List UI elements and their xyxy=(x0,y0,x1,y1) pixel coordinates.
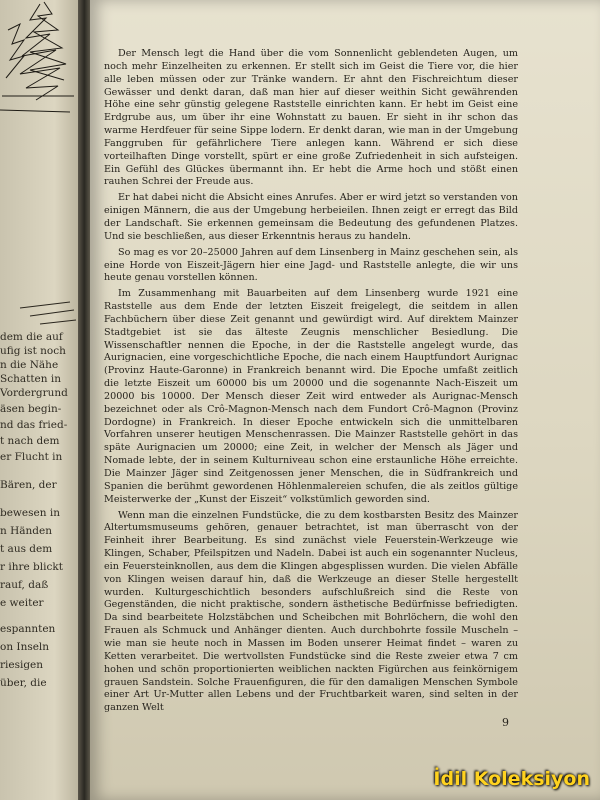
left-fragment: riesigen xyxy=(0,659,44,671)
left-fragment: n die Nähe xyxy=(0,359,59,371)
left-fragment: ufig ist noch xyxy=(0,345,66,357)
tree-sketch-illustration xyxy=(0,0,78,120)
right-page xyxy=(90,0,600,800)
left-fragment: nd das fried- xyxy=(0,419,68,431)
left-fragment: on Inseln xyxy=(0,641,50,653)
paragraph: Im Zusammenhang mit Bauarbeiten auf dem Linsenberg wurde 1921 eine Raststelle aus dem Ende der letzten Eiszeit freigelegt, die seitdem in allen Fachbüchern über diese Zeit genannt und gewürdigt wird. Auf direktem Mainzer Stadtgebiet ist sie das älteste Zeugnis menschlicher Besiedlung. Die Wissenschaftler nennen die Epoche, in der die Raststelle angelegt wurde, das Aurignacien, eine vorgeschichtliche Epoche, die nach einem Hauptfundort Aurignac (Provinz Haute-Garonne) in Frankreich benannt wird. Die Epoche umfaßt zeitlich die letzte Eiszeit um 60000 bis um 20000 und die sogenannte Nach-Eiszeit um 20000 bis 10000. Der Mensch dieser Zeit wird entweder als Aurignac-Mensch bezeichnet oder als Crô-Magnon-Mensch nach dem Fundort Crô-Magnon (Provinz Dordogne) in Frankreich. In dieser Epoche entwickeln sich die unmittelbaren Vorfahren unserer heutigen Menschenrassen. Die Mainzer Raststelle gehört in das späte Aurignacien um 20000; eine Zeit, in welcher der Mensch als Jäger und Nomade lebte, der in seinem Kulturniveau schon eine erstaunliche Höhe erreichte. Die Mainzer Jäger sind Zeitgenossen jener Menschen, die in Südfrankreich und Spanien die berühmt gewordenen Höhlenmalereien schufen, die als zeitlos gültige Meisterwerke der „Kunst der Eiszeit“ volkstümlich geworden sind. xyxy=(104,288,518,505)
left-fragment: er Flucht in xyxy=(0,451,63,463)
left-fragment: espannten xyxy=(0,623,56,635)
left-fragment: e weiter xyxy=(0,597,44,609)
paragraph: Er hat dabei nicht die Absicht eines Anrufes. Aber er wird jetzt so verstanden von einigen Männern, die aus der Umgebung herbeieilen. Ihnen zeigt er erregt das Bild der Landschaft. Sie erkennen gemeinsam die Bedeutung des gefundenen Platzes. Und sie beschließen, aus dieser Erkenntnis heraus zu handeln. xyxy=(104,192,518,242)
left-fragment: n Händen xyxy=(0,525,52,537)
left-fragment: bewesen in xyxy=(0,507,60,519)
page-number: 9 xyxy=(502,716,509,729)
paragraph: So mag es vor 20–25000 Jahren auf dem Linsenberg in Mainz geschehen sein, als eine Horde von Eiszeit-Jägern hier eine Jagd- und Raststelle anlegte, die wir uns heute genau vorstellen können. xyxy=(104,246,518,284)
left-fragment: dem die auf xyxy=(0,331,63,343)
paragraph: Der Mensch legt die Hand über die vom Sonnenlicht geblendeten Augen, um noch mehr Einzelheiten zu erkennen. Er stellt sich im Geist die Tiere vor, die hier alle leben müssen oder zur Tränke wandern. Er ahnt den Fischreichtum dieser Gewässer und denkt daran, daß man hier auf dieser weithin Sicht gewährenden Höhe eine sehr günstig gelegene Raststelle einrichten kann. Er hebt im Geist eine Erdgrube aus, um über ihr eine Wohnstatt zu bauen. Er sieht in ihr schon das warme Herdfeuer für seine Sippe lodern. Er denkt daran, wie man in der Umgebung Fanggruben für gefährlichere Tiere anlegen kann. Während er sich diese vorteilhaften Dinge vorstellt, spürt er eine große Zufriedenheit in sich aufsteigen. Ein Gefühl des Glückes übermannt ihn. Er hebt die Arme hoch und stößt einen rauhen Schrei der Freude aus. xyxy=(104,48,518,188)
body-text xyxy=(104,48,518,718)
left-fragment: r ihre blickt xyxy=(0,561,63,573)
left-page xyxy=(0,0,78,800)
left-fragment: Schatten in xyxy=(0,373,61,385)
left-fragment: t aus dem xyxy=(0,543,53,555)
left-fragment: rauf, daß xyxy=(0,579,49,591)
paragraph: Wenn man die einzelnen Fundstücke, die zu dem kostbarsten Besitz des Mainzer Altertumsmuseums gehören, genauer betrachtet, ist man überrascht von der Feinheit ihrer Bearbeitung. Es sind zunächst viele Feuerstein-Werkzeuge wie Klingen, Schaber, Pfeilspitzen und Nadeln. Dabei ist auch ein sogenannter Nucleus, ein Feuersteinknollen, aus dem die Klingen abgesplissen wurden. Die vielen Abfälle von Klingen weisen darauf hin, daß die Werkzeuge an dieser Stelle hergestellt wurden. Kulturgeschichtlich besonders aufschlußreich sind die Reste von Gegenständen, die nicht praktische, sondern ästhetische Bedürfnisse befriedigten. Da sind bearbeitete Holzstäbchen und Scheibchen mit Bohrlöchern, die wohl den Frauen als Schmuck und Anhänger dienten. Auch durchbohrte fossile Muscheln – wie man sie heute noch in Massen im Boden unserer Heimat findet – waren zu Ketten verarbeitet. Die wertvollsten Fundstücke sind die Reste zweier etwa 7 cm hohen und schön proportionierten weiblichen nackten Figürchen aus feinkörnigem grauen Sandstein. Solche Frauenfiguren, die für den damaligen Menschen Symbole einer Art Ur-Mutter allen Lebens und der Fruchtbarkeit waren, sind selten in der ganzen Welt xyxy=(104,509,518,714)
left-fragment: äsen begin- xyxy=(0,403,62,415)
watermark: İdil Koleksiyon xyxy=(433,768,590,790)
left-fragment: t nach dem xyxy=(0,435,60,447)
left-fragment: Bären, der xyxy=(0,479,57,491)
left-fragment: über, die xyxy=(0,677,47,689)
left-fragment: Vordergrund xyxy=(0,387,68,399)
